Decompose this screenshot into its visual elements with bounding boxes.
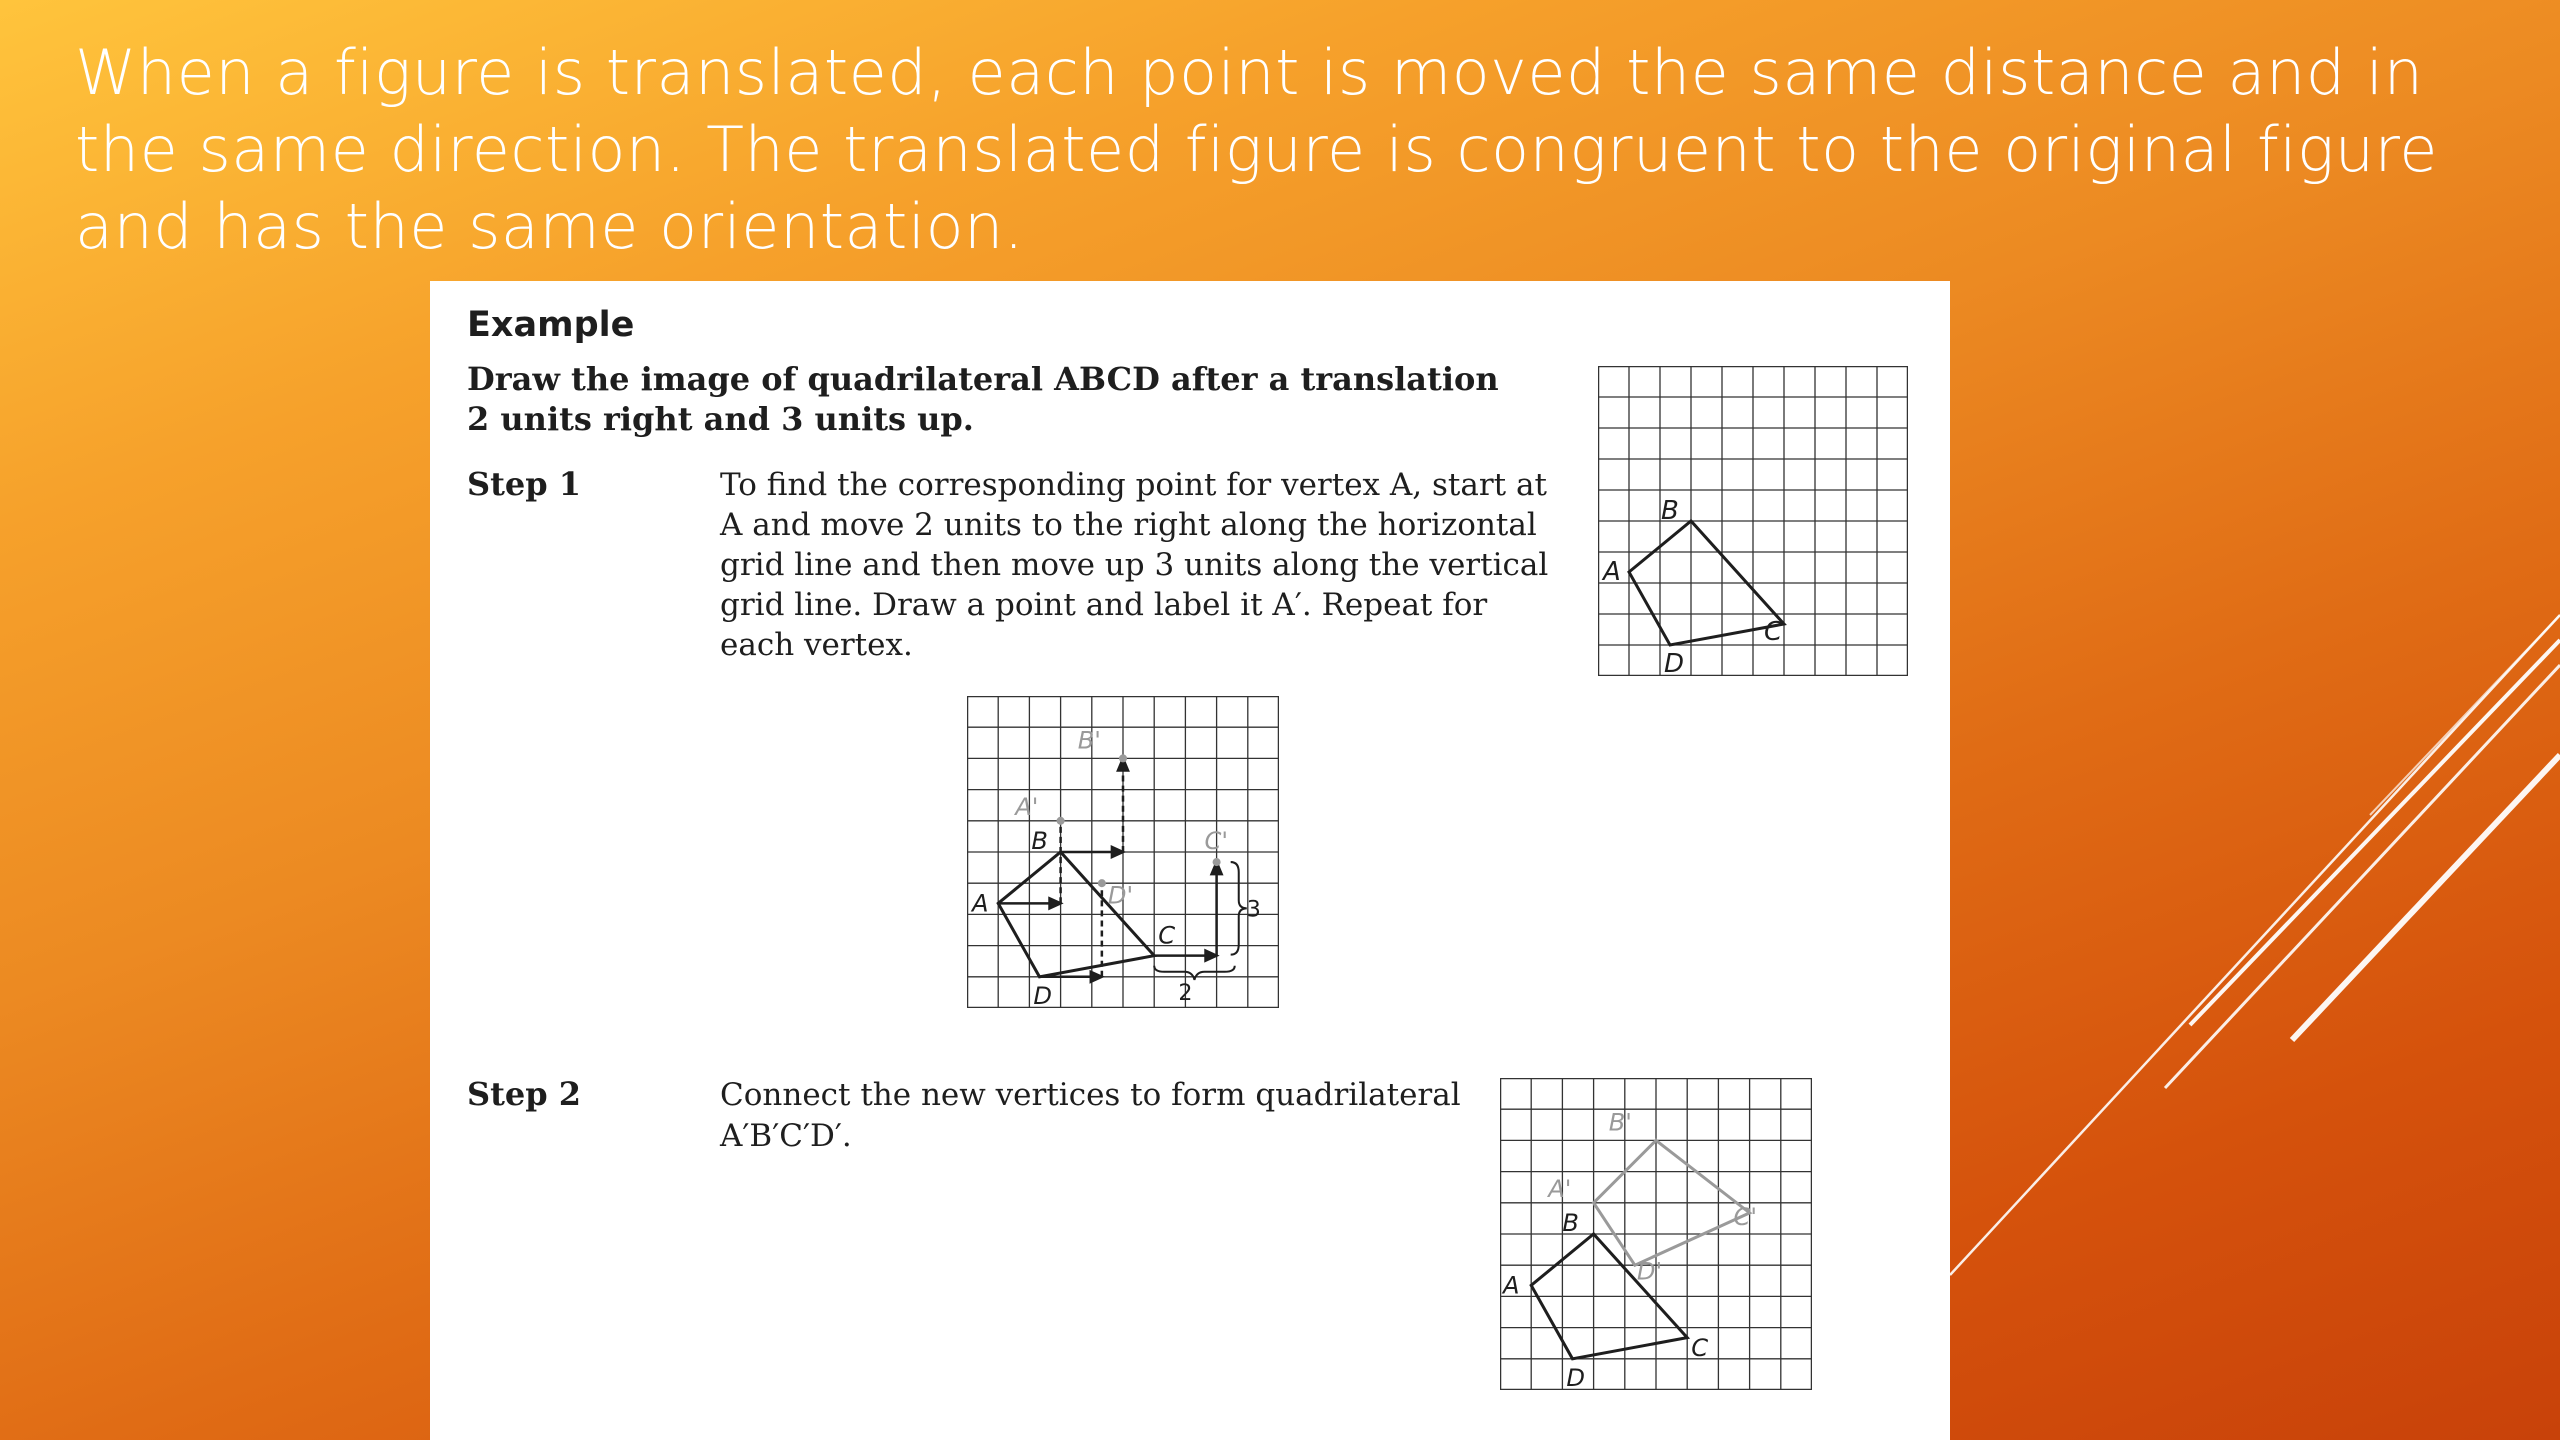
step1-text: To find the corresponding point for vertex A, start at A and move 2 units to the right along the horizontal grid line and then move up 3 units along the vertical grid line. Draw a point and label it A′. Repeat for each vertex. [720,467,1549,663]
step2-text: Connect the new vertices to form quadrilateral A′B′C′D′. [720,1077,1461,1154]
label-d: D [1033,981,1053,1008]
units-up-label: 3 [1246,896,1261,923]
label-c: C [1691,1333,1709,1362]
label-a-prime: A' [1015,792,1039,821]
label-b: B [1661,496,1679,526]
label-d: D [1566,1363,1586,1390]
step1-label: Step 1 [467,465,582,503]
label-a: A [1603,557,1621,587]
label-d: D [1664,649,1685,676]
brace-3 [1231,862,1247,955]
step2-figure-grid [1500,1078,1812,1390]
label-c-prime: C' [1204,826,1229,855]
example-panel [430,281,1950,1440]
units-right-label: 2 [1178,979,1193,1006]
brace-2 [1154,966,1235,980]
label-c: C [1158,921,1176,950]
example-label: Example [467,305,635,345]
step1-figure-grid [967,696,1279,1008]
label-a: A [972,889,989,918]
label-c-prime: C' [1733,1202,1757,1231]
label-d-prime: D' [1107,881,1134,910]
label-b: B [1031,826,1048,855]
example-title: Draw the image of quadrilateral ABCD after a translation 2 units right and 3 units up. [467,360,1499,438]
step2-label: Step 2 [467,1075,582,1113]
label-a: A [1503,1271,1520,1300]
label-a-prime: A' [1548,1174,1572,1203]
label-b-prime: B' [1608,1108,1632,1137]
label-c: C [1764,617,1783,647]
original-figure-grid [1598,366,1908,676]
label-b-prime: B' [1077,726,1101,755]
slide-heading: When a figure is translated, each point is moved the same distance and in the same direction. The translated figure is congruent to the original figure and has the same orientation. [75,36,2438,263]
label-b: B [1562,1208,1579,1237]
label-d-prime: D' [1636,1257,1663,1286]
